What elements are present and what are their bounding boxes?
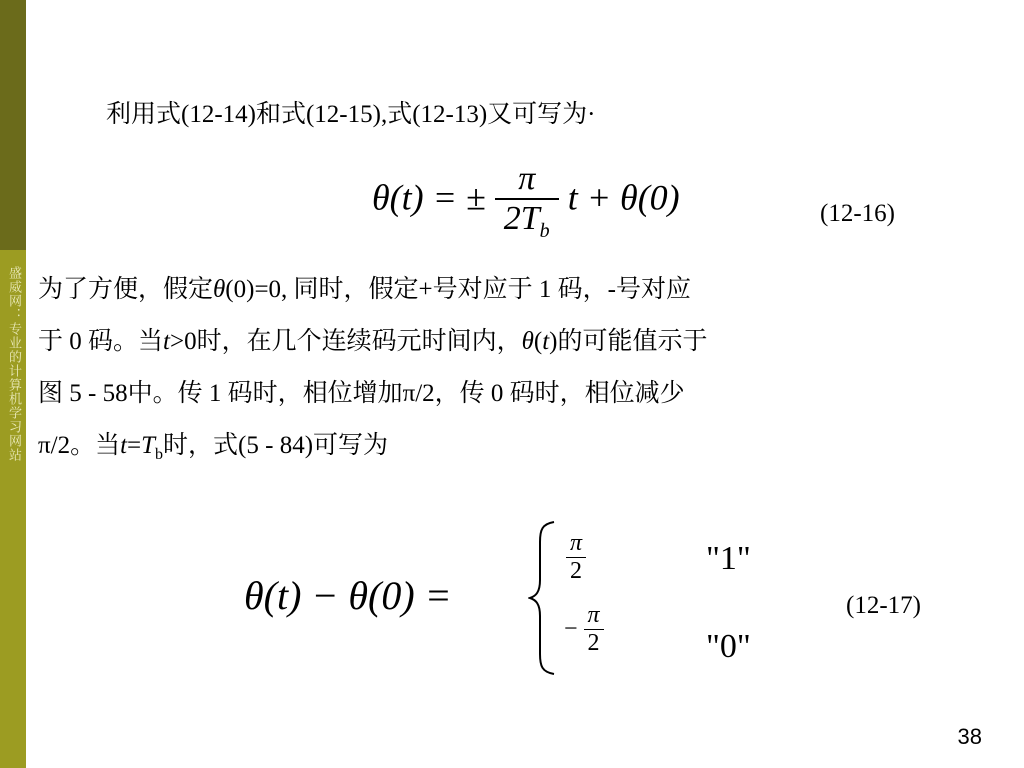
eq1-den-sub: b (539, 219, 550, 242)
case2-denominator: 2 (587, 630, 600, 656)
case1-label: "1" (706, 540, 751, 577)
para-line-4 (38, 420, 958, 481)
para-l4a: π/2。当 (38, 432, 121, 459)
para-l1b: θ (213, 276, 226, 303)
eq1-fraction (495, 160, 559, 243)
para-line-2 (38, 316, 958, 368)
para-l2g: )的可能值示于 (549, 328, 708, 355)
case2-fraction (564, 602, 604, 657)
case1-denominator: 2 (570, 558, 582, 584)
equation-12-17-lhs (244, 572, 452, 619)
para-l1c: (0)=0, 同时，假定+号对应于 1 码，-号对应 (225, 276, 691, 303)
para-line-3: 图 5 - 58中。传 1 码时，相位增加π/2，传 0 码时，相位减少 (38, 380, 685, 407)
cases-brace (528, 520, 558, 676)
para-l4e: b (155, 446, 164, 463)
eq2-lhs: θ(t) − θ(0) = (244, 573, 452, 618)
case2-label: "0" (706, 628, 751, 665)
para-l2f: t (542, 328, 550, 355)
equation-number-12-16: (12-16) (820, 200, 895, 227)
case2-numerator: π (587, 602, 600, 628)
equation-number-12-17: (12-17) (846, 592, 921, 619)
intro-text: 利用式(12-14)和式(12-15),式(12-13)又可写为· (106, 101, 596, 128)
para-l4b: t (120, 432, 128, 459)
para-l2b: t (163, 328, 170, 355)
para-l4c: = (127, 432, 142, 459)
para-l2d: θ (521, 328, 534, 355)
sidebar-watermark: 盛威网：专业的计算机学习网站 (6, 266, 21, 462)
para-l2e: ( (533, 328, 543, 355)
para-l2a: 于 0 码。当 (38, 328, 164, 355)
para-l4f: 时，式(5 - 84)可写为 (163, 432, 389, 459)
case1-fraction (566, 530, 586, 585)
para-l1a: 为了方便，假定 (38, 276, 214, 303)
eq1-rhs: t + θ(0) (567, 177, 680, 218)
para-l2c: >0时，在几个连续码元时间内， (169, 328, 522, 355)
eq1-frac-denominator (495, 200, 559, 243)
eq1-lhs: θ(t) = ± (372, 177, 486, 218)
para-line-1 (38, 264, 958, 316)
para-l4d: T (141, 432, 156, 459)
sidebar (0, 0, 26, 768)
eq1-frac-numerator: π (518, 160, 536, 197)
page-number: 38 (957, 724, 982, 749)
sidebar-dark-band (0, 0, 26, 250)
eq1-den-text: 2T (503, 200, 540, 237)
case1-numerator: π (569, 530, 583, 556)
case2-sign: − (564, 616, 578, 642)
body-paragraph (38, 264, 958, 481)
equation-12-16 (372, 160, 680, 243)
